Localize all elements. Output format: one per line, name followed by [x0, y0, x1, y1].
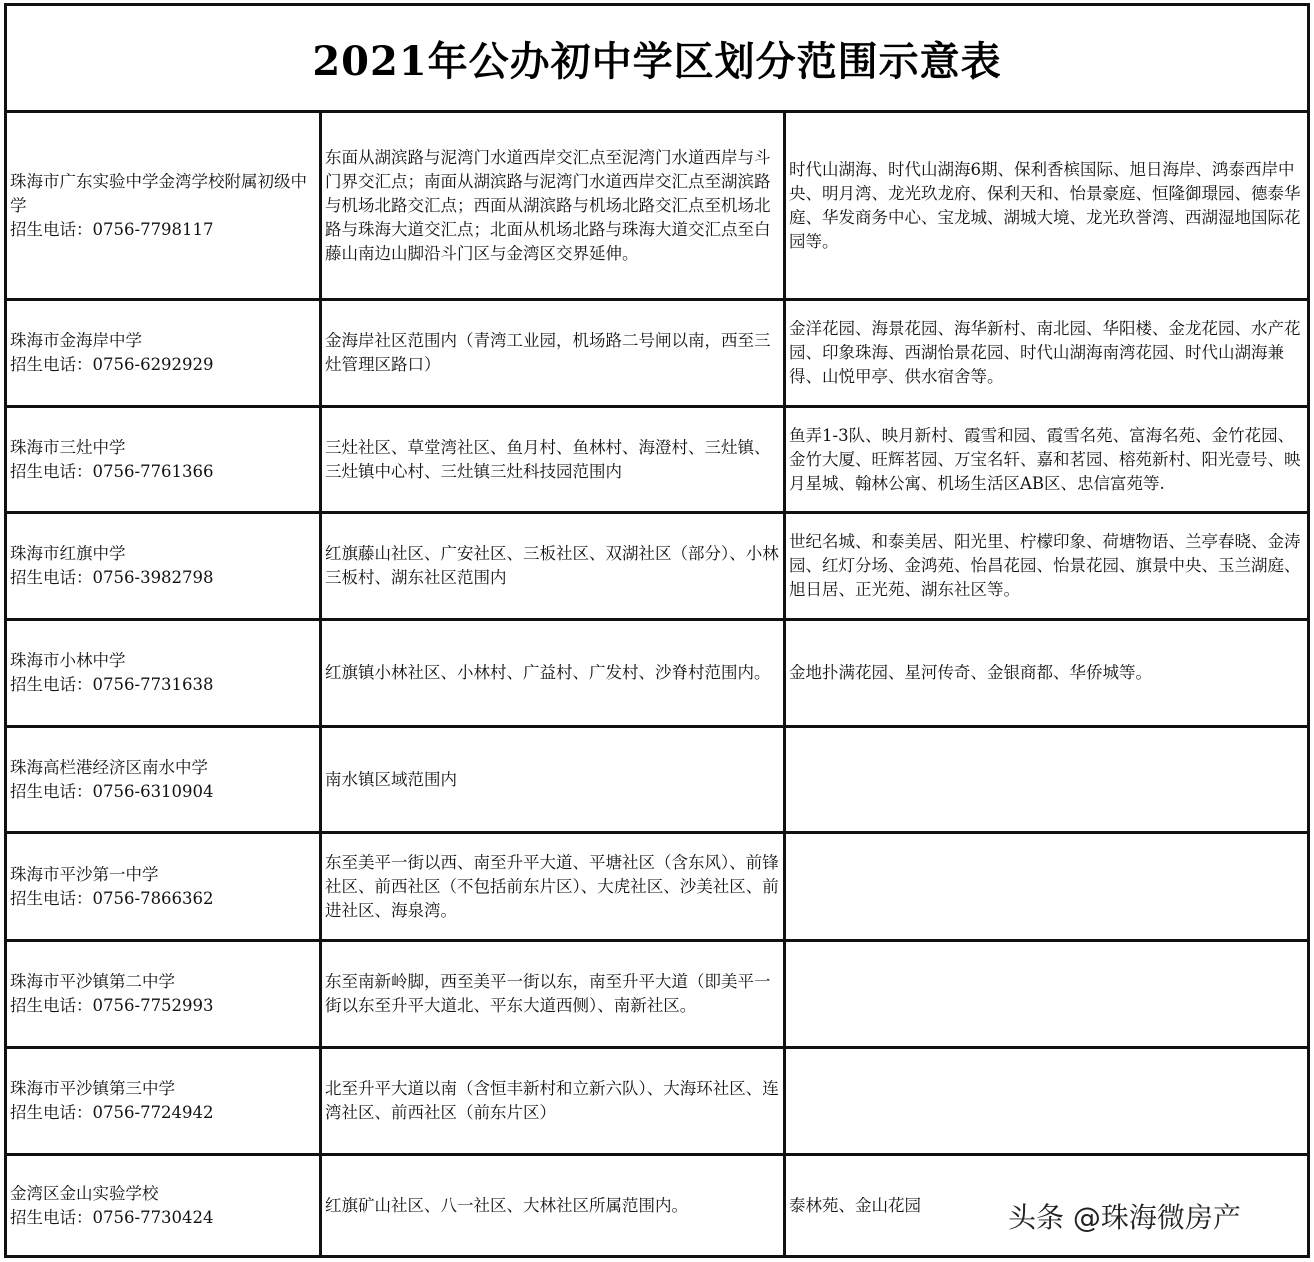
school-phone: 招生电话：0756-3982798 — [10, 568, 214, 587]
table-row — [7, 301, 1307, 408]
school-name: 珠海市红旗中学 — [10, 544, 126, 563]
school-cell — [7, 621, 322, 725]
school-name: 金湾区金山实验学校 — [10, 1183, 159, 1203]
school-name: 珠海市平沙第一中学 — [10, 864, 159, 884]
school-phone: 招生电话：0756-7752993 — [10, 996, 214, 1015]
school-cell — [7, 1156, 322, 1255]
table-title-row — [7, 6, 1307, 113]
school-phone: 招生电话：0756-6310904 — [10, 781, 214, 801]
watermark: 头条 @珠海微房产 — [1008, 1201, 1241, 1234]
table-row — [7, 942, 1307, 1049]
school-name: 珠海市小林中学 — [10, 651, 126, 670]
school-cell — [7, 408, 322, 511]
area-cell: 东面从湖滨路与泥湾门水道西岸交汇点至泥湾门水道西岸与斗门界交汇点；南面从湖滨路与泥湾门水道西岸交汇点至湖滨路与机场北路交汇点；西面从湖滨路与机场北路交汇点至机场北路与珠海大道交汇点；北面从机场北路与珠海大道交汇点至白藤山南边山脚沿斗门区与金湾区交界延伸。 — [322, 113, 786, 298]
school-phone: 招生电话：0756-7724942 — [10, 1103, 214, 1122]
table-row — [7, 408, 1307, 514]
estates-cell: 金洋花园、海景花园、海华新村、南北园、华阳楼、金龙花园、水产花园、印象珠海、西湖怡景花园、时代山湖海南湾花园、时代山湖海兼得、山悦甲亭、供水宿舍等。 — [789, 319, 1301, 386]
school-phone: 招生电话：0756-7761366 — [10, 461, 214, 481]
estates-cell: 时代山湖海、时代山湖海6期、保利香槟国际、旭日海岸、鸿泰西岸中央、明月湾、龙光玖龙府、保利天和、怡景豪庭、恒隆御璟园、德泰华庭、华发商务中心、宝龙城、湖城大境、龙光玖誉湾、西湖湿地国际花园等。 — [789, 159, 1301, 251]
school-name: 珠海市平沙镇第二中学 — [10, 972, 175, 991]
school-name: 珠海市三灶中学 — [10, 437, 126, 457]
area-cell: 红旗藤山社区、广安社区、三板社区、双湖社区（部分）、小林三板村、湖东社区范围内 — [322, 514, 786, 618]
school-name: 珠海市金海岸中学 — [10, 331, 142, 350]
school-cell — [7, 834, 322, 939]
area-cell: 北至升平大道以南（含恒丰新村和立新六队）、大海环社区、连湾社区、前西社区（前东片区） — [322, 1049, 786, 1153]
area-cell: 红旗镇小林社区、小林村、广益村、广发村、沙脊村范围内。 — [322, 621, 786, 725]
school-phone: 招生电话：0756-7866362 — [10, 888, 214, 908]
zoning-table — [4, 3, 1310, 1258]
school-phone: 招生电话：0756-7731638 — [10, 675, 214, 694]
school-phone: 招生电话：0756-6292929 — [10, 355, 214, 374]
page-title: 2021年公办初中学区划分范围示意表 — [312, 37, 1002, 85]
table-row — [7, 728, 1307, 834]
school-cell — [7, 301, 322, 405]
table-row — [7, 834, 1307, 942]
school-phone: 招生电话：0756-7730424 — [10, 1207, 214, 1227]
table-row — [7, 113, 1307, 301]
area-cell: 三灶社区、草堂湾社区、鱼月村、鱼林村、海澄村、三灶镇、三灶镇中心村、三灶镇三灶科技园范围内 — [322, 408, 786, 511]
school-phone: 招生电话：0756-7798117 — [10, 219, 214, 239]
area-cell: 南水镇区域范围内 — [322, 728, 786, 831]
estates-cell: 鱼弄1-3队、映月新村、霞雪和园、霞雪名苑、富海名苑、金竹花园、金竹大厦、旺辉茗园、万宝名轩、嘉和茗园、榕苑新村、阳光壹号、映月星城、翰林公寓、机场生活区AB区、忠信富苑等. — [789, 425, 1301, 493]
area-cell: 红旗矿山社区、八一社区、大林社区所属范围内。 — [322, 1156, 786, 1255]
school-cell — [7, 113, 322, 298]
estates-cell — [786, 728, 1307, 831]
school-name: 珠海市广东实验中学金湾学校附属初级中学 — [10, 171, 307, 215]
estates-cell: 世纪名城、和泰美居、阳光里、柠檬印象、荷塘物语、兰亭春晓、金涛园、红灯分场、金鸿苑、怡昌花园、怡景花园、旗景中央、玉兰湖庭、旭日居、正光苑、湖东社区等。 — [789, 532, 1301, 599]
estates-cell: 金地扑满花园、星河传奇、金银商都、华侨城等。 — [789, 663, 1152, 682]
school-cell — [7, 728, 322, 831]
estates-cell — [786, 1049, 1307, 1153]
table-row — [7, 621, 1307, 728]
area-cell: 东至美平一街以西、南至升平大道、平塘社区（含东风）、前锋社区、前西社区（不包括前东片区）、大虎社区、沙美社区、前进社区、海泉湾。 — [322, 834, 786, 939]
area-cell: 东至南新岭脚，西至美平一街以东，南至升平大道（即美平一街以东至升平大道北、平东大道西侧）、南新社区。 — [322, 942, 786, 1046]
school-cell — [7, 514, 322, 618]
estates-cell: 泰林苑、金山花园 — [789, 1195, 921, 1215]
estates-cell — [786, 942, 1307, 1046]
area-cell: 金海岸社区范围内（青湾工业园，机场路二号闸以南，西至三灶管理区路口） — [322, 301, 786, 405]
school-cell — [7, 942, 322, 1046]
school-cell — [7, 1049, 322, 1153]
estates-cell — [786, 834, 1307, 939]
table-row — [7, 1049, 1307, 1156]
school-name: 珠海高栏港经济区南水中学 — [10, 757, 208, 777]
school-name: 珠海市平沙镇第三中学 — [10, 1079, 175, 1098]
table-row — [7, 514, 1307, 621]
